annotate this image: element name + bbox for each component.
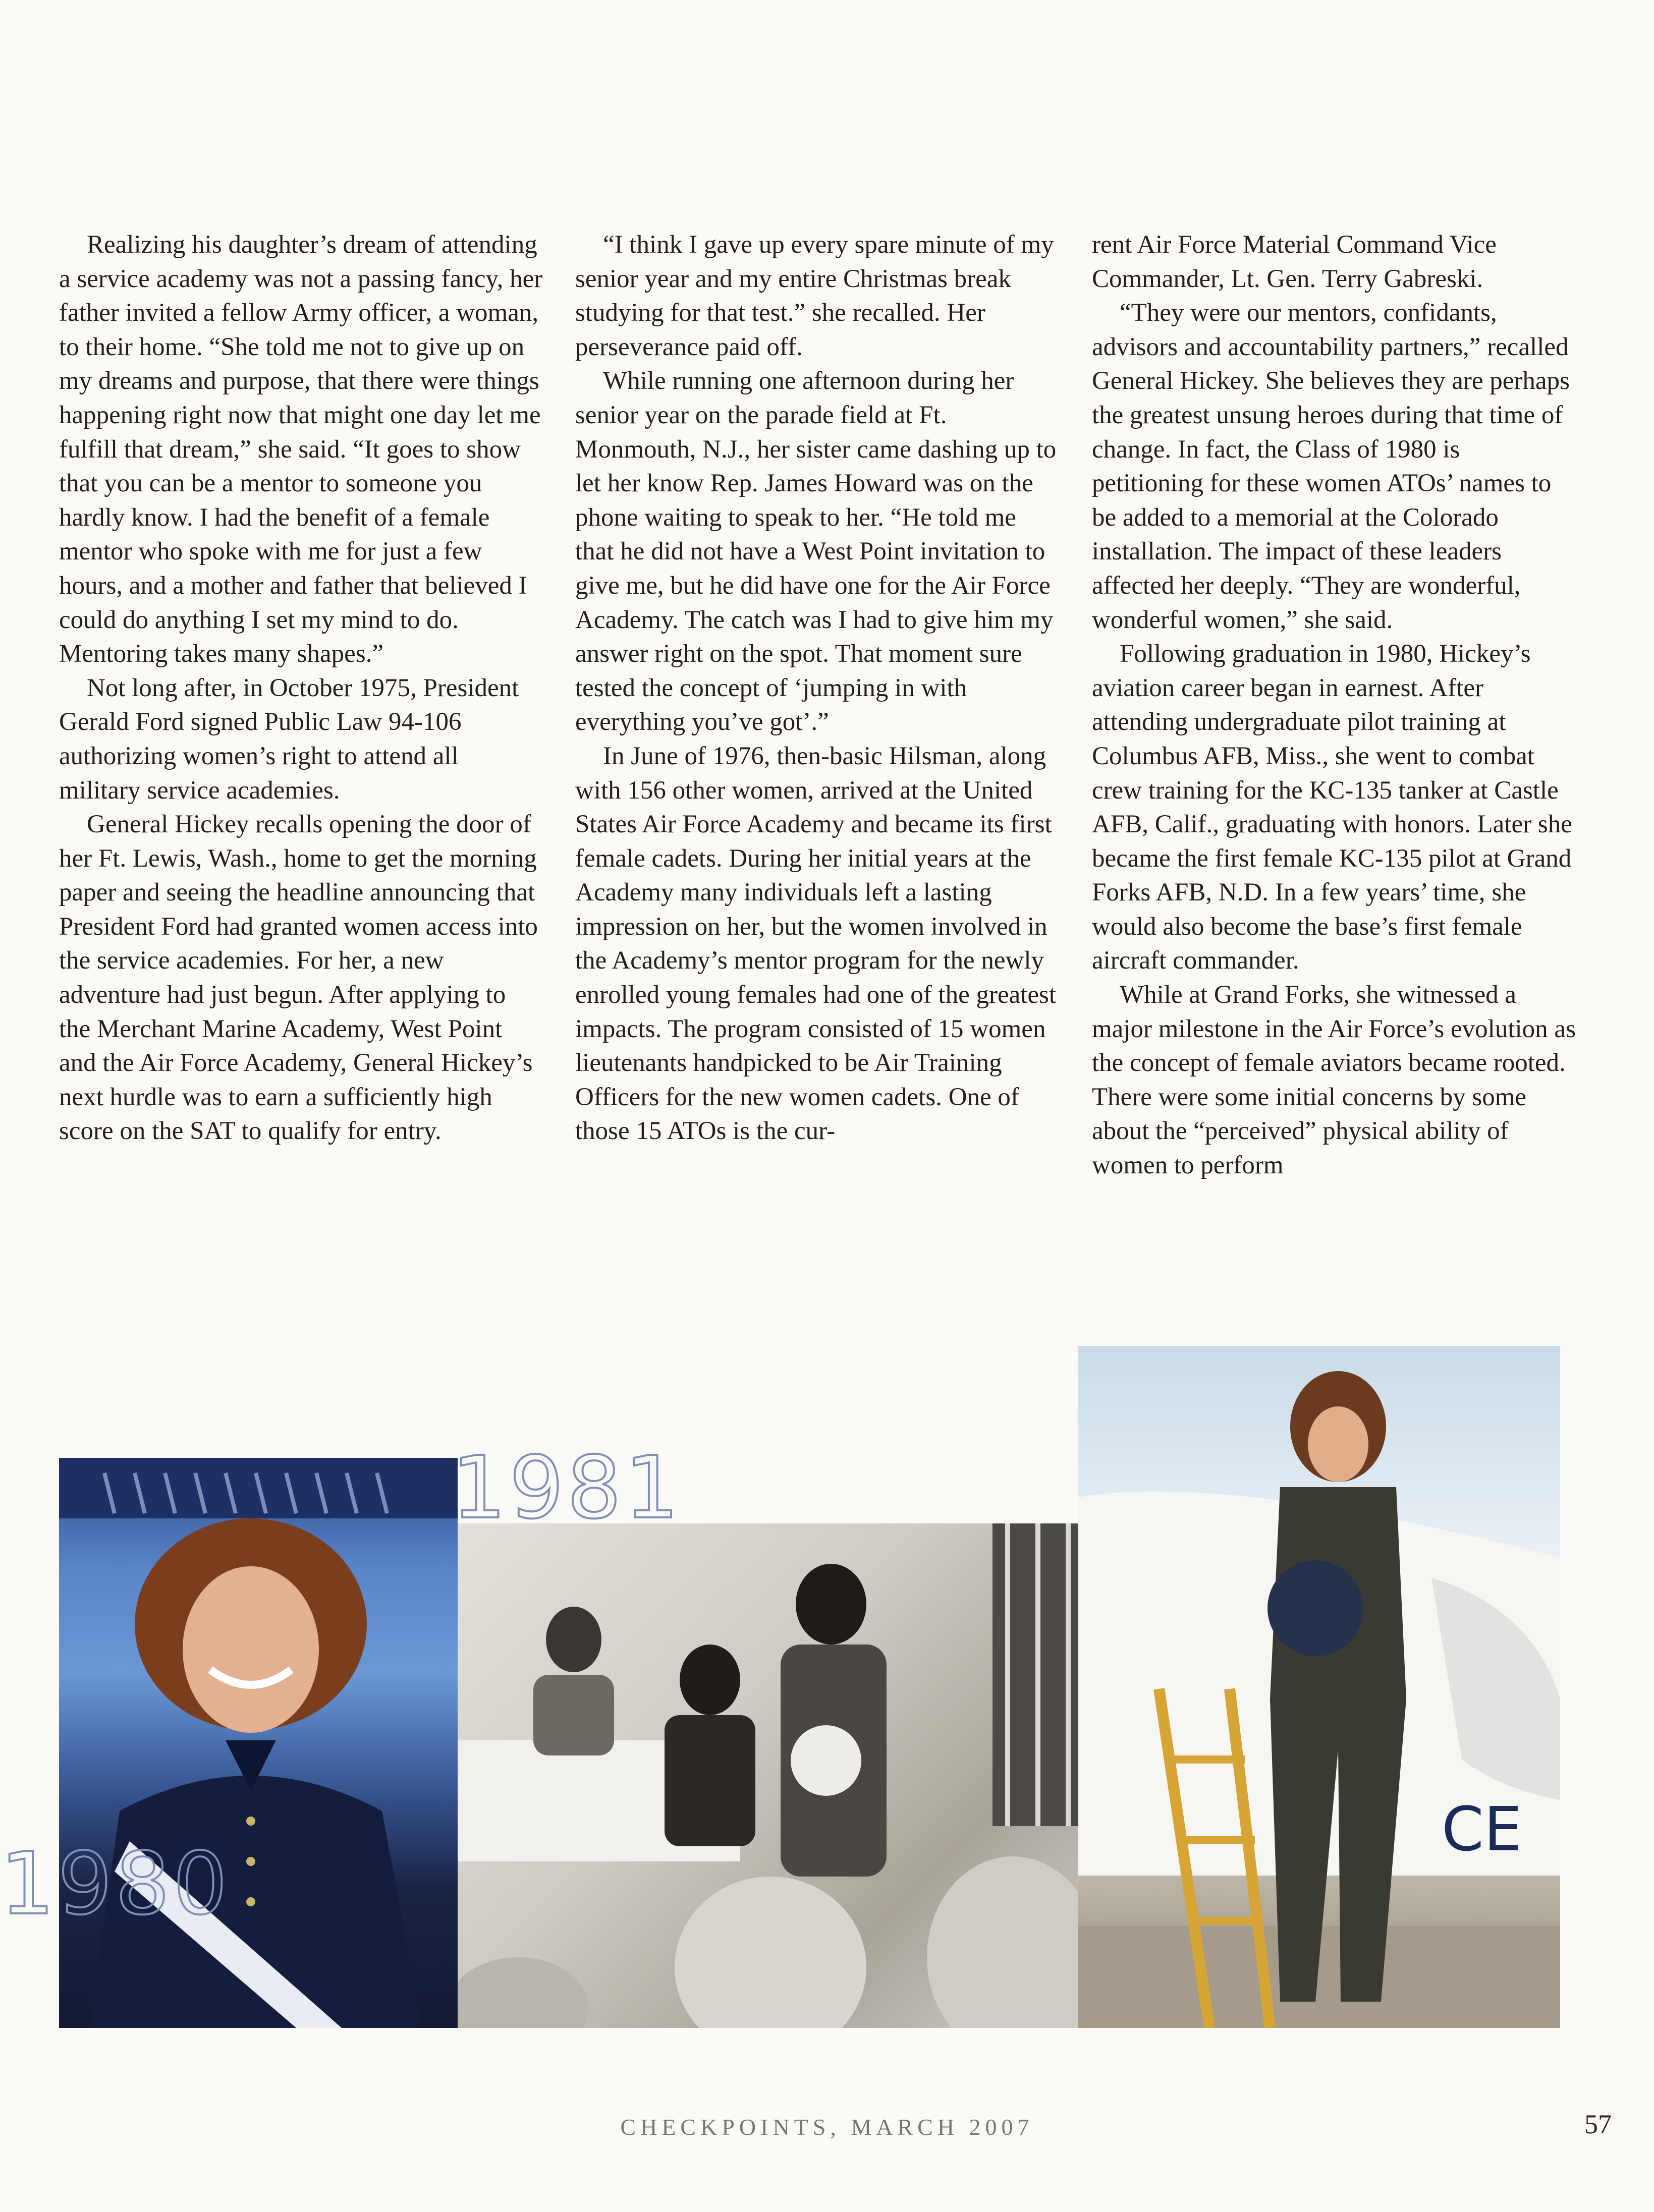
pilot-jet-photo [1078, 1346, 1560, 2028]
article-column-1 [59, 228, 543, 1149]
paragraph: While at Grand Forks, she witnessed a major milestone in the Air Force’s evolution as the concept of female aviators became rooted. There were some initial concerns by some about the “perceived” physical ability of women to perform [1092, 981, 1576, 1180]
article-column-3 [1092, 228, 1576, 1183]
paragraph: Not long after, in October 1975, President Gerald Ford signed Public Law 94-106 authorizing women’s right to attend all military service academies. [59, 673, 519, 805]
paragraph: General Hickey recalls opening the door of her Ft. Lewis, Wash., home to get the morning paper and seeing the headline announcing that President Ford had granted women access into the service academies. For her, a new adventure had just begun. After applying to the Merchant Marine Academy, West Point and the Air Force Academy, General Hickey’s next hurdle was to earn a sufficiently high score on the SAT to qualify for entry. [59, 810, 538, 1146]
paragraph: While running one afternoon during her senior year on the parade field at Ft. Monmouth, N.J., her sister came dashing up to let her know Rep. James Howard was on the phone waiting to speak to her. “He told me that he did not have a West Point invitation to give me, but he did have one for the Air Force Academy. The catch was I had to give him my answer right on the spot. That moment sure tested the concept of ‘jumping in with everything you’ve got’.” [575, 367, 1057, 736]
pilot-jet-illustration [1078, 1346, 1560, 2028]
article-column-2 [575, 228, 1060, 1149]
group-meeting-illustration [458, 1523, 1129, 2028]
svg-text:CE: CE [1442, 1795, 1522, 1865]
cadet-portrait-illustration [59, 1458, 458, 2028]
year-1980-label: 1980 [0, 1834, 231, 1934]
publication-footer: CHECKPOINTS, MARCH 2007 [620, 2114, 1034, 2140]
page-number: 57 [1584, 2109, 1612, 2139]
cadet-portrait-photo [59, 1458, 458, 2028]
paragraph: rent Air Force Material Command Vice Commander, Lt. Gen. Terry Gabreski. [1092, 231, 1497, 293]
paragraph: Realizing his daughter’s dream of attending a service academy was not a passing fancy, her father invited a fellow Army officer, a woman, to their home. “She told me not to give up on my dreams and purpose, that there were things happening right now that might one day let me fulfill that dream,” she said. “It goes to show that you can be a mentor to someone you hardly know. I had the benefit of a female mentor who spoke with me for just a few hours, and a mother and father that believed I could do anything I set my mind to do. Mentoring takes many shapes.” [59, 231, 543, 668]
year-1981-label: 1981 [452, 1438, 682, 1538]
paragraph: “I think I gave up every spare minute of my senior year and my entire Christmas break studying for that test.” she recalled. Her perseverance paid off. [575, 231, 1054, 361]
paragraph: Following graduation in 1980, Hickey’s aviation career began in earnest. After attending undergraduate pilot training at Columbus AFB, Miss., she went to combat crew training for the KC-135 tanker at Castle AFB, Calif., graduating with honors. Later she became the first female KC-135 pilot at Grand Forks AFB, N.D. In a few years’ time, she would also become the base’s first female aircraft commander. [1092, 640, 1572, 975]
paragraph: In June of 1976, then-basic Hilsman, along with 156 other women, arrived at the United States Air Force Academy and became its first female cadets. During her initial years at the Academy many individuals left a lasting impression on her, but the women involved in the Academy’s mentor program for the newly enrolled young females had one of the greatest impacts. The program consisted of 15 women lieutenants handpicked to be Air Training Officers for the new women cadets. One of those 15 ATOs is the cur- [575, 742, 1057, 1146]
group-meeting-photo [458, 1523, 1129, 2028]
paragraph: “They were our mentors, confidants, advisors and accountability partners,” recalled General Hickey. She believes they are perhaps the greatest unsung heroes during that time of change. In fact, the Class of 1980 is petitioning for these women ATOs’ names to be added to a memorial at the Colorado installation. The impact of these leaders affected her deeply. “They are wonderful, wonderful women,” she said. [1092, 299, 1570, 634]
